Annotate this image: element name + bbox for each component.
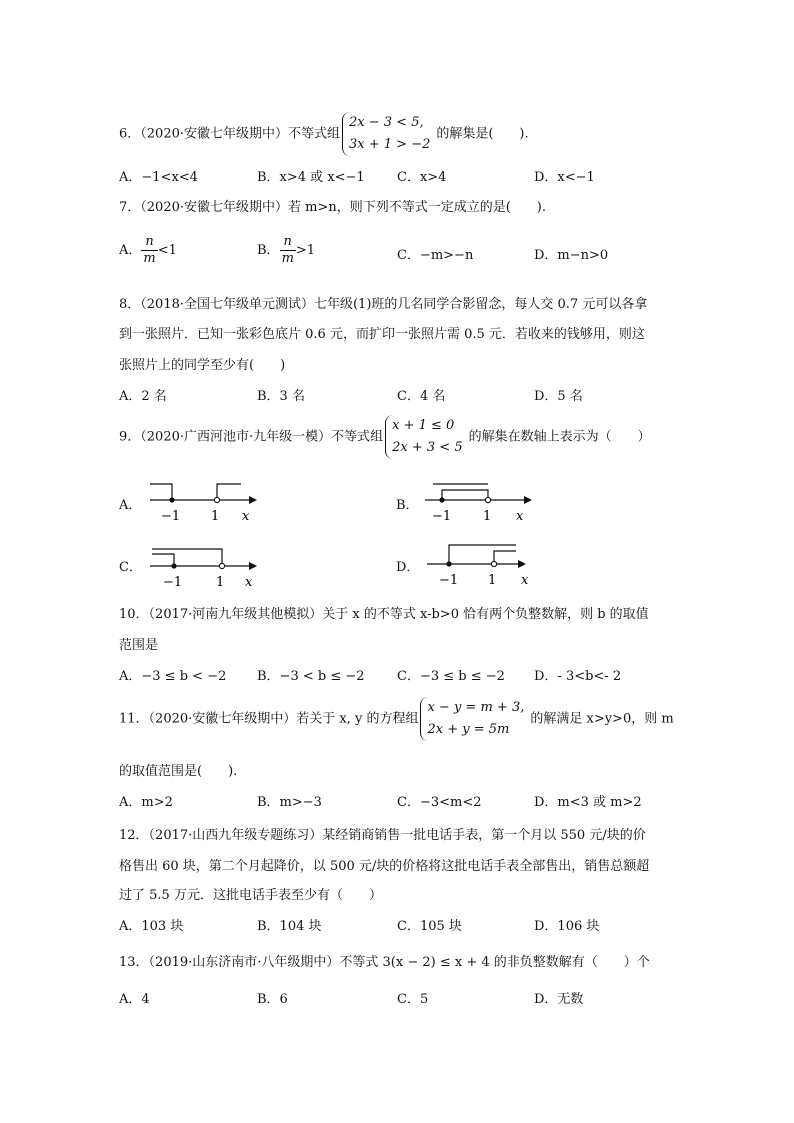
svg-text:x: x [242,509,250,524]
svg-text:1: 1 [216,575,225,590]
q11-stem-post: 的解满足 x>y>0，则 m [530,711,674,727]
q11-option-c: C．−3<m<2 [397,795,482,810]
q9-number-line-c [148,542,268,590]
svg-text:x: x [521,573,529,588]
question-12-line-3: 过了 5.5 万元．这批电话手表至少有（ ） [119,888,382,903]
q6-option-d: D．x<−1 [534,170,595,185]
question-10-line-1: 10．（2017·河南九年级其他模拟）关于 x 的不等式 x-b>0 恰有两个负整数解，则 b 的取值 [119,607,649,622]
svg-text:x: x [245,575,253,590]
q7-option-b: B． $\frac{n}{m}$ >1 [257,234,316,266]
q12-option-a: A．103 块 [119,919,184,934]
q6-system: 2x − 3 < 5, 3x + 1 > −2 [342,112,434,156]
q12-option-b: B．104 块 [257,919,322,934]
svg-text:−1: −1 [432,509,452,524]
q9-label-c: C． [119,560,142,575]
q10-option-b: B．−3 < b ≤ −2 [257,669,365,684]
q11-option-b: B．m>−3 [257,795,322,810]
q9-stem-pre: 9．（2020·广西河池市·九年级一模）不等式组 [119,429,384,445]
q7-a-fraction: $\frac{n}{m}$ [143,234,156,266]
q11-stem-pre: 11．（2020·安徽七年级期中）若关于 x, y 的方程组 [119,711,419,727]
q11-system: x − y = m + 3, 2x + y = 5m [420,697,528,741]
svg-text:x: x [516,509,524,524]
question-7: 7．（2020·安徽七年级期中）若 m>n，则下列不等式一定成立的是( ). [119,200,546,215]
q9-system: x + 1 ≤ 0 2x + 3 < 5 [385,415,466,459]
q6-stem-post: 的解集是( ). [436,126,529,142]
question-8-line-2: 到一张照片．已知一张彩色底片 0.6 元，而扩印一张照片需 0.5 元．若收来的钱够用，则这 [119,327,645,342]
q7-option-a: A． $\frac{n}{m}$ <1 [119,234,177,266]
q8-option-a: A．2 名 [119,389,167,404]
q8-option-c: C．4 名 [397,389,446,404]
q8-option-d: D．5 名 [534,389,583,404]
question-8-line-3: 张照片上的同学至少有( ) [119,358,286,373]
question-6 [119,112,529,156]
svg-text:1: 1 [488,573,497,588]
q10-option-c: C．−3 ≤ b ≤ −2 [397,669,505,684]
q13-option-b: B．6 [257,992,288,1007]
q9-number-line-a [145,478,265,526]
q7-b-fraction: $\frac{n}{m}$ [281,234,294,266]
q13-option-c: C．5 [397,992,429,1007]
svg-text:−1: −1 [439,573,459,588]
svg-text:1: 1 [211,509,220,524]
q6-stem-pre: 6．（2020·安徽七年级期中）不等式组 [119,126,340,142]
q10-option-a: A．−3 ≤ b < −2 [119,669,227,684]
q12-option-c: C．105 块 [397,919,462,934]
q6-option-a: A．−1<x<4 [119,170,198,185]
q9-number-line-d [422,540,542,588]
svg-text:−1: −1 [161,509,181,524]
svg-text:1: 1 [483,509,492,524]
q9-label-d: D． [396,560,420,575]
q9-label-a: A． [119,498,142,513]
q9-number-line-b [420,478,540,526]
q11-option-d: D．m<3 或 m>2 [534,795,642,810]
question-13: 13．（2019·山东济南市·八年级期中）不等式 3(x − 2) ≤ x + 4 的非负整数解有（ ）个 [119,955,650,970]
q6-option-b: B．x>4 或 x<−1 [257,170,365,185]
q7-option-c: C．−m>−n [397,248,474,263]
q9-stem-post: 的解集在数轴上表示为（ ） [468,429,651,445]
question-11-line-2: 的取值范围是( ). [119,764,238,779]
question-9 [119,415,651,459]
q12-option-d: D．106 块 [534,919,600,934]
q13-option-d: D．无数 [534,992,584,1007]
q7-option-d: D．m−n>0 [534,248,609,263]
svg-text:−1: −1 [163,575,183,590]
q6-option-c: C．x>4 [397,170,447,185]
question-12-line-2: 格售出 60 块，第二个月起降价，以 500 元/块的价格将这批电话手表全部售出，销售总额超 [119,859,650,874]
q13-option-a: A．4 [119,992,150,1007]
q10-option-d: D．- 3<b<- 2 [534,669,622,684]
question-8-line-1: 8．（2018·全国七年级单元测试）七年级(1)班的几名同学合影留念，每人交 0.7 元可以各拿 [119,297,648,312]
q8-option-b: B．3 名 [257,389,305,404]
question-11 [119,697,674,741]
q9-label-b: B． [396,498,419,513]
question-12-line-1: 12．（2017·山西九年级专题练习）某经销商销售一批电话手表，第一个月以 550 元/块的价 [119,828,646,843]
question-10-line-2: 范围是 [119,638,159,653]
q11-option-a: A．m>2 [119,795,173,810]
